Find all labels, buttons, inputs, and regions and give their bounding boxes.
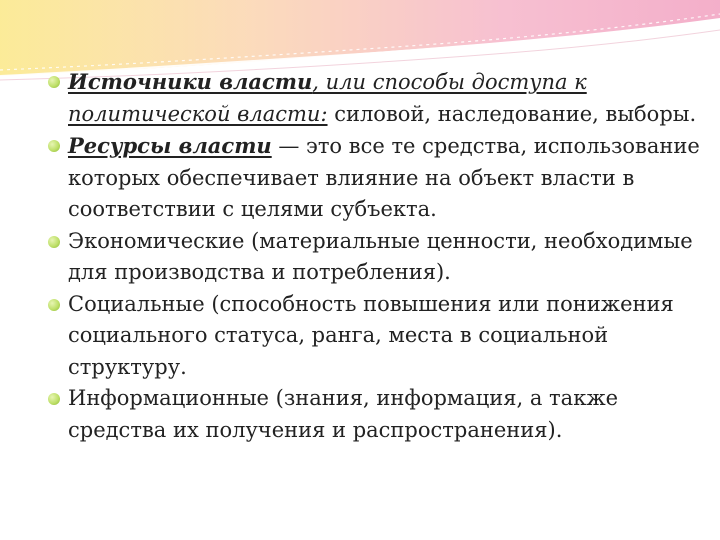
power-sources-term: Источники власти bbox=[68, 69, 313, 94]
bullet-economic bbox=[48, 226, 708, 289]
bullet-list bbox=[48, 66, 708, 446]
bullet-power-sources bbox=[48, 66, 708, 130]
economic-text: Экономические (материальные ценности, необходимые для производства и потребления). bbox=[68, 228, 693, 284]
informational-text: Информационные (знания, информация, а также средства их получения и распространения). bbox=[68, 386, 619, 442]
bullet-power-resources bbox=[48, 130, 708, 226]
power-resources-definition: — это все те средства, использование которых обеспечивает влияние на объект власти в соответствии с целями субъекта. bbox=[68, 134, 700, 221]
bullet-dot-icon bbox=[48, 140, 60, 152]
social-text: Социальные (способность повышения или понижения социального статуса, ранга, места в социальной структуру. bbox=[68, 291, 674, 379]
power-sources-list: силовой, наследование, выборы. bbox=[327, 101, 697, 126]
bullet-dot-icon bbox=[48, 299, 60, 311]
bullet-dot-icon bbox=[48, 236, 60, 248]
bullet-social bbox=[48, 289, 708, 384]
bullet-informational bbox=[48, 383, 708, 446]
bullet-dot-icon bbox=[48, 393, 60, 405]
bullet-dot-icon bbox=[48, 76, 60, 88]
power-resources-term: Ресурсы власти bbox=[68, 133, 272, 158]
power-sources-subtitle: , или способы доступа к политической власти: bbox=[68, 70, 587, 126]
banner-wave bbox=[0, 0, 720, 76]
